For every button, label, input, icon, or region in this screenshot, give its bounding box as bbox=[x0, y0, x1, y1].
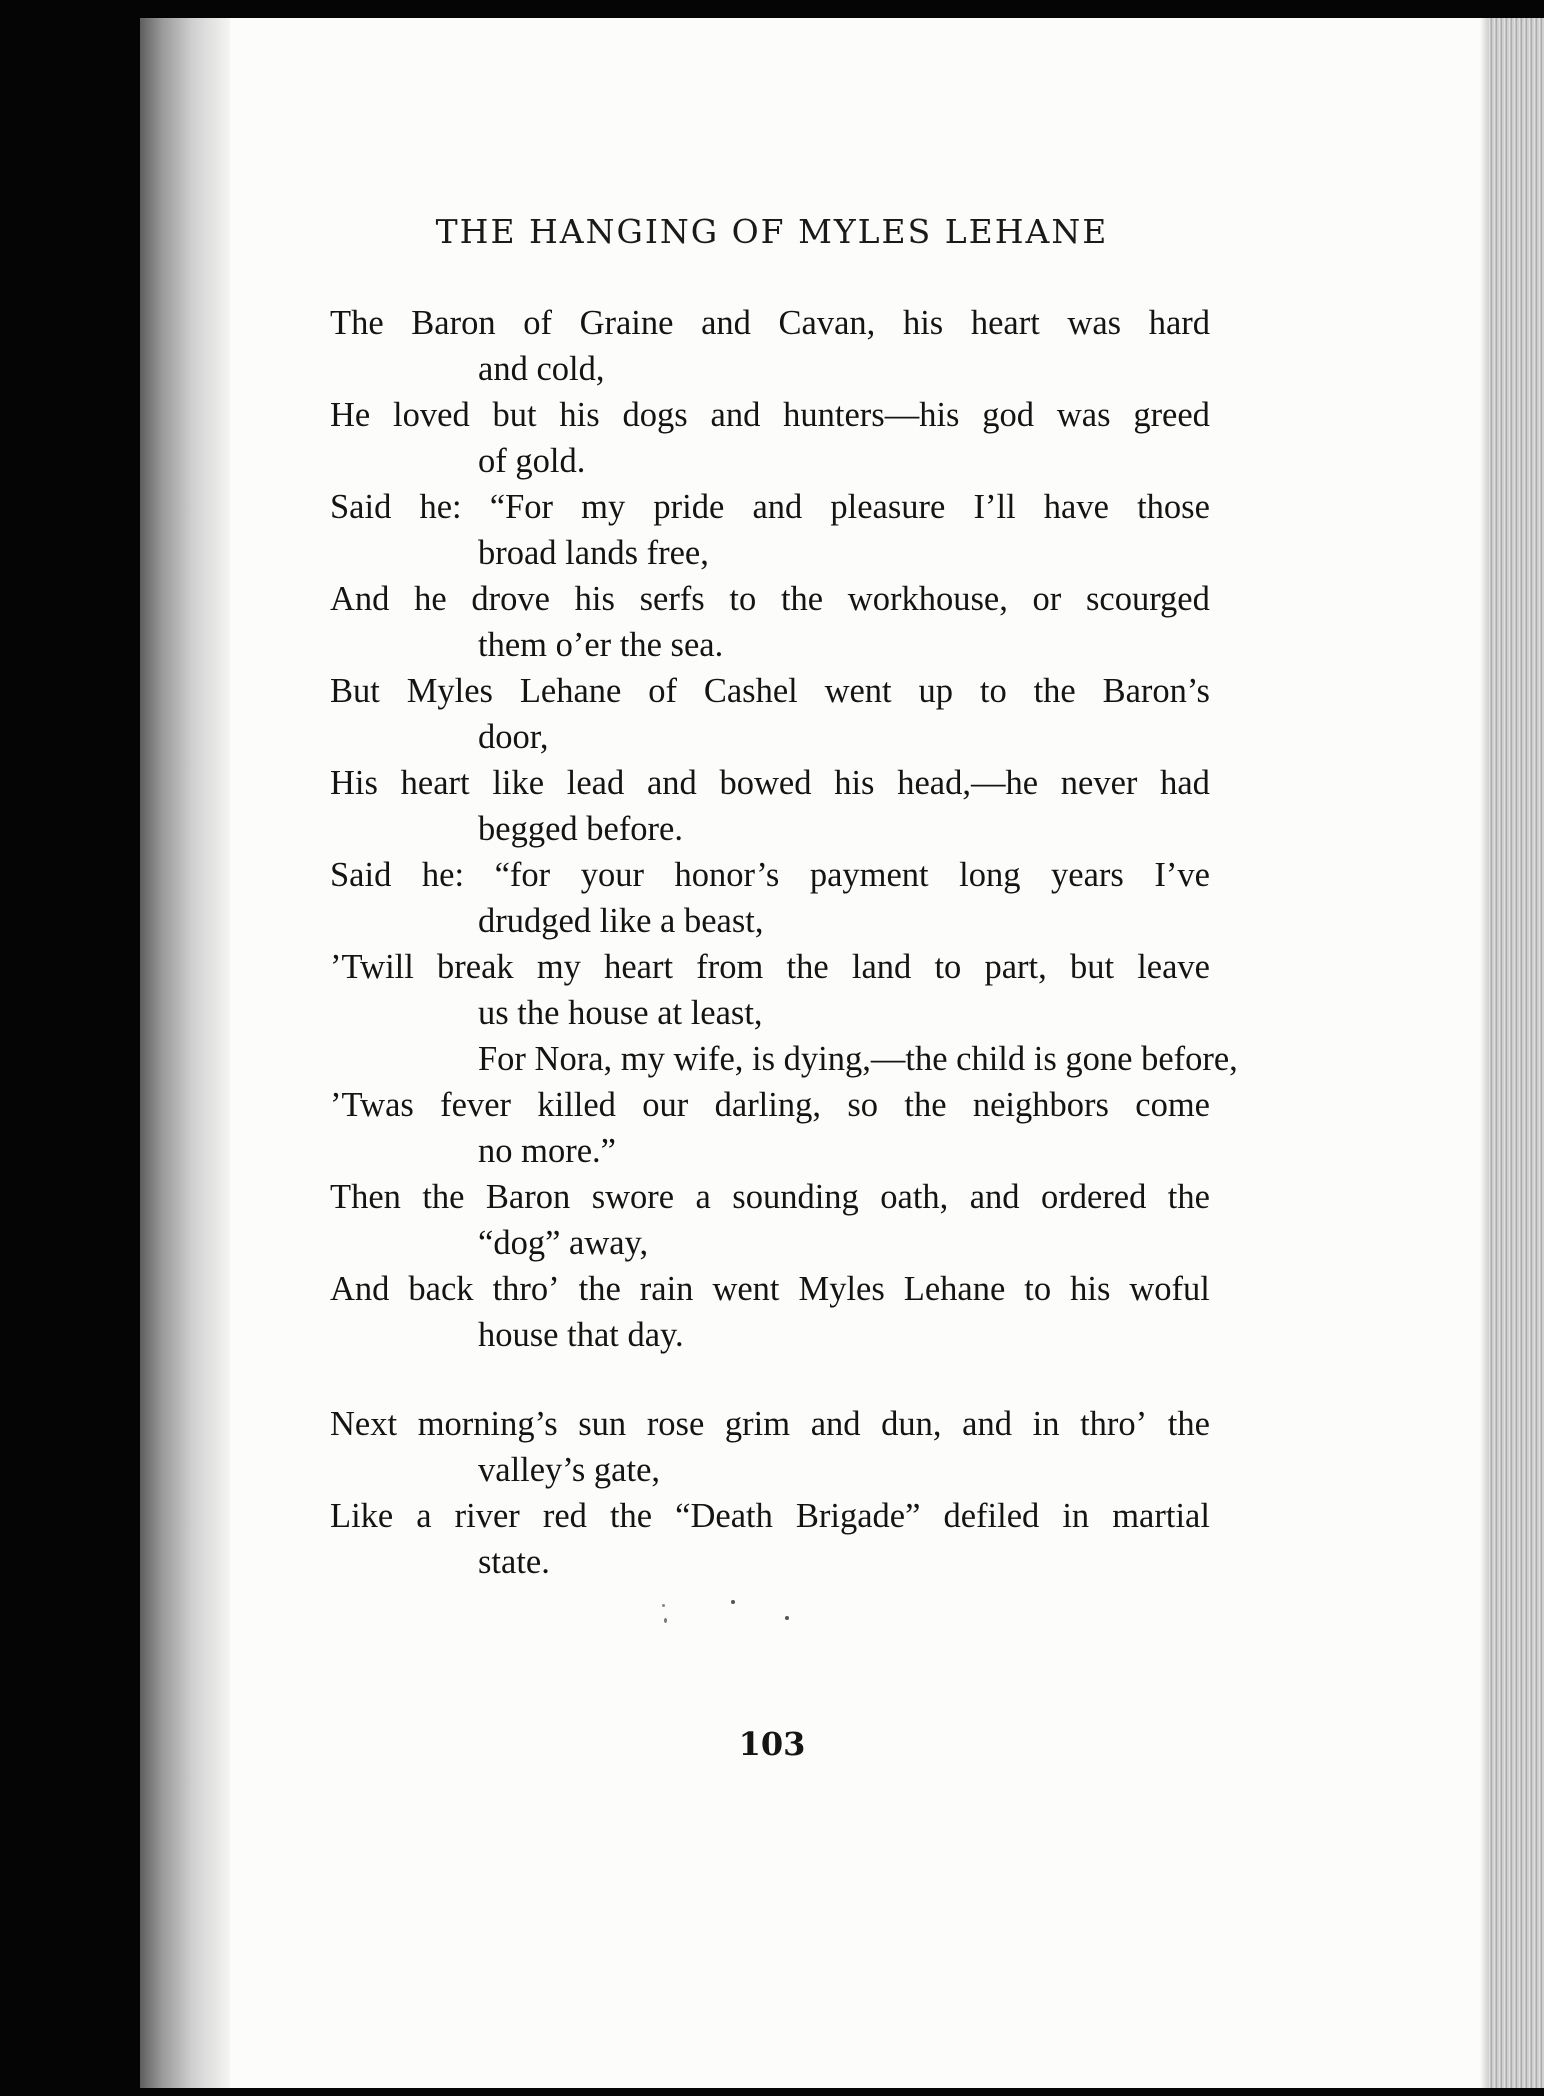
poem-line-continuation: and cold, bbox=[478, 350, 605, 388]
poem-line-continuation: “dog” away, bbox=[478, 1224, 649, 1262]
poem-line: Then the Baron swore a sounding oath, and ordered the bbox=[330, 1178, 1210, 1216]
poem-line: Like a river red the “Death Brigade” defiled in martial bbox=[330, 1497, 1210, 1535]
poem-line: ’Twas fever killed our darling, so the neighbors come bbox=[330, 1086, 1210, 1124]
poem-line: Said he: “For my pride and pleasure I’ll have those bbox=[330, 488, 1210, 526]
book-fore-edge bbox=[1488, 18, 1544, 2088]
poem-line-continuation: broad lands free, bbox=[478, 534, 709, 572]
poem-line-continuation: house that day. bbox=[478, 1316, 684, 1354]
poem-body bbox=[330, 300, 1238, 1585]
page-gutter-shadow bbox=[140, 18, 230, 2088]
poem-line-continuation: drudged like a beast, bbox=[478, 902, 764, 940]
poem-line-continuation: state. bbox=[478, 1543, 550, 1581]
print-specks bbox=[660, 1600, 800, 1640]
poem-line-continuation: us the house at least, bbox=[478, 994, 763, 1032]
stanza-break bbox=[330, 1358, 1210, 1401]
poem-line-continuation: begged before. bbox=[478, 810, 683, 848]
poem-line: He loved but his dogs and hunters—his god was greed bbox=[330, 396, 1210, 434]
poem-line-continuation: them o’er the sea. bbox=[478, 626, 724, 664]
poem-line-continuation: no more.” bbox=[478, 1132, 616, 1170]
poem-line: Next morning’s sun rose grim and dun, and in thro’ the bbox=[330, 1405, 1210, 1443]
poem-line: But Myles Lehane of Cashel went up to the Baron’s bbox=[330, 672, 1210, 710]
poem-line-continuation: For Nora, my wife, is dying,—the child is gone before, bbox=[478, 1040, 1238, 1078]
page-title: THE HANGING OF MYLES LEHANE bbox=[435, 212, 1109, 251]
poem-line: The Baron of Graine and Cavan, his heart was hard bbox=[330, 304, 1210, 342]
poem-line: And he drove his serfs to the workhouse, or scourged bbox=[330, 580, 1210, 618]
poem-line-continuation: valley’s gate, bbox=[478, 1451, 661, 1489]
poem-line: His heart like lead and bowed his head,—he never had bbox=[330, 764, 1210, 802]
poem-line-continuation: door, bbox=[478, 718, 549, 756]
poem-line-continuation: of gold. bbox=[478, 442, 586, 480]
poem-line: Said he: “for your honor’s payment long years I’ve bbox=[330, 856, 1210, 894]
page-number: 103 bbox=[738, 1725, 806, 1763]
poem-line: And back thro’ the rain went Myles Lehane to his woful bbox=[330, 1270, 1210, 1308]
poem-line: ’Twill break my heart from the land to part, but leave bbox=[330, 948, 1210, 986]
